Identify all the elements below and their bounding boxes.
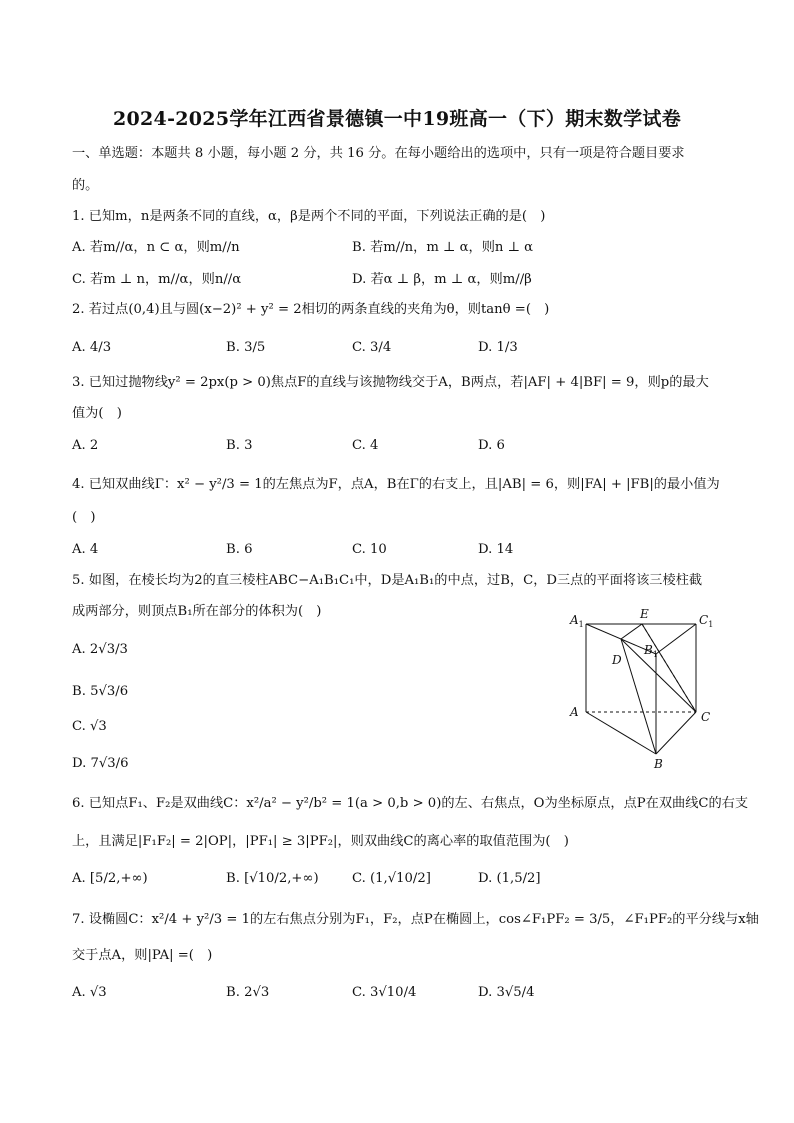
label-c: C xyxy=(701,710,711,724)
question-2-option-d[interactable]: D. 1/3 xyxy=(478,340,518,355)
question-4-stem: 4. 已知双曲线Γ：x² − y²/3 = 1的左焦点为F，点A，B在Γ的右支上，且|AB| = 6，则|FA| + |FB|的最小值为 xyxy=(72,477,720,492)
question-6-option-d[interactable]: D. (1,5/2] xyxy=(478,871,541,886)
question-2-stem: 2. 若过点(0,4)且与圆(x−2)² + y² = 2相切的两条直线的夹角为θ，则tanθ =( ) xyxy=(72,302,550,317)
question-4-stem-cont: ( ) xyxy=(72,510,96,525)
question-1-option-a[interactable]: A. 若m//α，n ⊂ α，则m//n xyxy=(72,240,240,255)
question-3-option-b[interactable]: B. 3 xyxy=(226,438,253,453)
section-header: 一、单选题：本题共 8 小题，每小题 2 分，共 16 分。在每小题给出的选项中，只有一项是符合题目要求 xyxy=(72,146,685,161)
question-4-option-a[interactable]: A. 4 xyxy=(72,542,99,557)
question-3-stem: 3. 已知过抛物线y² = 2px(p > 0)焦点F的直线与该抛物线交于A，B两点，若|AF| + 4|BF| = 9，则p的最大 xyxy=(72,375,709,390)
edge-de xyxy=(621,624,642,639)
label-d: D xyxy=(612,653,622,667)
question-5-option-b[interactable]: B. 5√3/6 xyxy=(72,684,129,699)
question-7-stem-cont: 交于点A，则|PA| =( ) xyxy=(72,948,213,963)
question-6-option-c[interactable]: C. (1,√10/2] xyxy=(352,871,431,886)
question-2-option-b[interactable]: B. 3/5 xyxy=(226,340,266,355)
edge-b1c1 xyxy=(656,624,696,654)
question-6-stem: 6. 已知点F₁、F₂是双曲线C：x²/a² − y²/b² = 1(a > 0,b > 0)的左、右焦点，O为坐标原点，点P在双曲线C的右支 xyxy=(72,796,749,811)
question-1-option-b[interactable]: B. 若m//n，m ⊥ α，则n ⊥ α xyxy=(352,240,534,255)
question-6-stem-cont: 上，且满足|F₁F₂| = 2|OP|，|PF₁| ≥ 3|PF₂|，则双曲线C的离心率的取值范围为( ) xyxy=(72,834,569,849)
question-1-option-d[interactable]: D. 若α ⊥ β，m ⊥ α，则m//β xyxy=(352,272,532,287)
question-2-option-c[interactable]: C. 3/4 xyxy=(352,340,392,355)
label-a: A xyxy=(570,705,579,719)
question-3-stem-cont: 值为( ) xyxy=(72,406,122,421)
question-7-option-b[interactable]: B. 2√3 xyxy=(226,985,270,1000)
question-6-option-b[interactable]: B. [√10/2,+∞) xyxy=(226,871,319,886)
label-c1: $C_1$ xyxy=(699,613,714,629)
question-7-option-d[interactable]: D. 3√5/4 xyxy=(478,985,535,1000)
question-3-option-a[interactable]: A. 2 xyxy=(72,438,99,453)
question-1-stem: 1. 已知m，n是两条不同的直线，α，β是两个不同的平面，下列说法正确的是( ) xyxy=(72,209,546,224)
question-5-option-c[interactable]: C. √3 xyxy=(72,719,107,734)
label-a1: $A_1$ xyxy=(570,613,584,629)
question-3-option-c[interactable]: C. 4 xyxy=(352,438,379,453)
question-7-stem: 7. 设椭圆C：x²/4 + y²/3 = 1的左右焦点分别为F₁，F₂，点P在椭圆上，cos∠F₁PF₂ = 3/5，∠F₁PF₂的平分线与x轴 xyxy=(72,912,759,927)
question-4-option-b[interactable]: B. 6 xyxy=(226,542,253,557)
question-7-option-a[interactable]: A. √3 xyxy=(72,985,107,1000)
question-5-stem-cont: 成两部分，则顶点B₁所在部分的体积为( ) xyxy=(72,604,322,619)
question-2-option-a[interactable]: A. 4/3 xyxy=(72,340,112,355)
label-e: E xyxy=(640,607,649,621)
label-b1: $B_1$ xyxy=(644,643,658,659)
page-title: 2024-2025学年江西省景德镇一中19班高一（下）期末数学试卷 xyxy=(113,108,681,130)
question-5-option-a[interactable]: A. 2√3/3 xyxy=(72,642,128,657)
section-header-cont: 的。 xyxy=(72,178,99,193)
question-5-option-d[interactable]: D. 7√3/6 xyxy=(72,756,129,771)
question-4-option-d[interactable]: D. 14 xyxy=(478,542,514,557)
question-4-option-c[interactable]: C. 10 xyxy=(352,542,387,557)
question-1-option-c[interactable]: C. 若m ⊥ n，m//α，则n//α xyxy=(72,272,242,287)
question-6-option-a[interactable]: A. [5/2,+∞) xyxy=(72,871,148,886)
label-b: B xyxy=(654,757,663,771)
prism-figure xyxy=(562,602,722,774)
question-5-stem: 5. 如图，在棱长均为2的直三棱柱ABC−A₁B₁C₁中，D是A₁B₁的中点，过B，C，D三点的平面将该三棱柱截 xyxy=(72,573,703,588)
edge-bc xyxy=(656,712,696,754)
question-3-option-d[interactable]: D. 6 xyxy=(478,438,505,453)
question-7-option-c[interactable]: C. 3√10/4 xyxy=(352,985,417,1000)
